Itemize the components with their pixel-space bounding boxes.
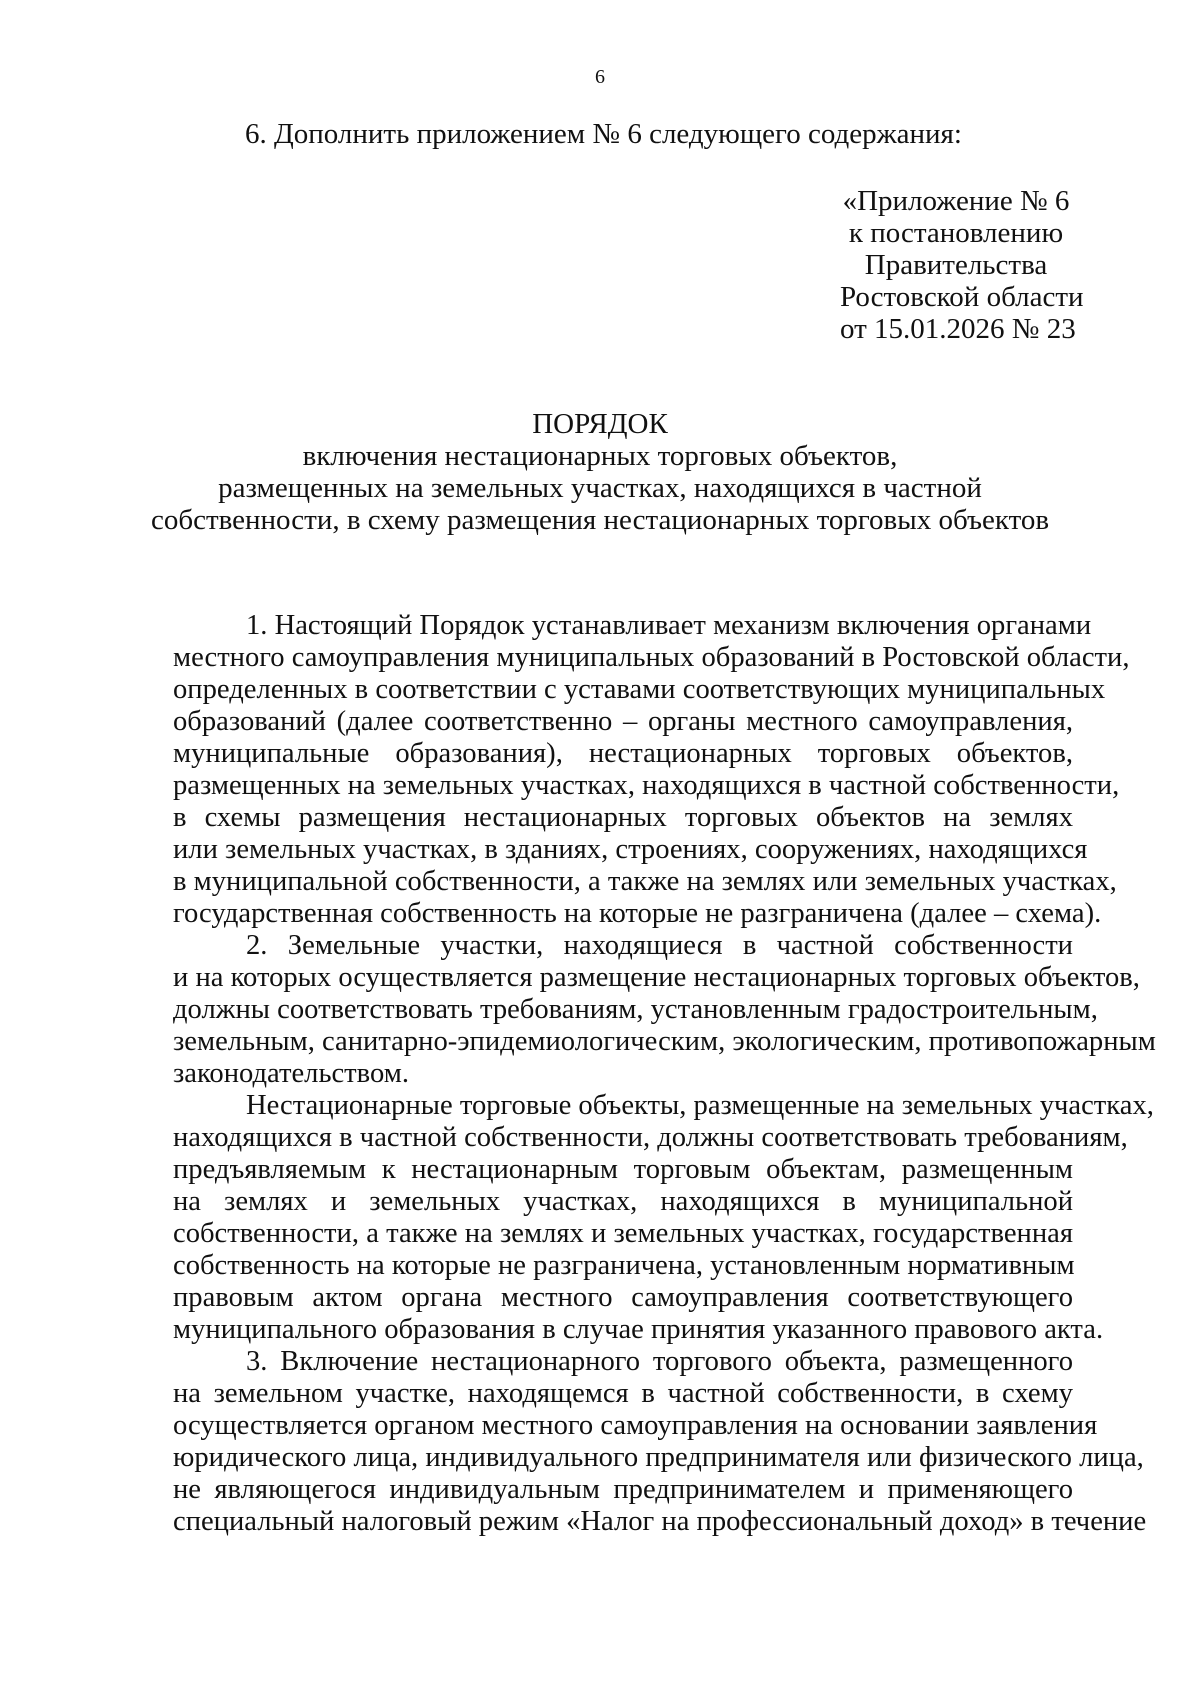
title-line: собственности, в схему размещения нестационарных торговых объектов xyxy=(150,504,1050,536)
paragraph-line: находящихся в частной собственности, должны соответствовать требованиям, xyxy=(173,1122,1128,1153)
paragraph-line: Нестационарные торговые объекты, размещенные на земельных участках, xyxy=(246,1090,1154,1121)
paragraph-line: правовым актом органа местного самоуправления соответствующего xyxy=(173,1282,1073,1313)
intro-paragraph: 6. Дополнить приложением № 6 следующего содержания: xyxy=(245,118,962,150)
paragraph-line: 2. Земельные участки, находящиеся в частной собственности xyxy=(246,930,1073,961)
appendix-line: Ростовской области xyxy=(840,281,1084,313)
title-line: включения нестационарных торговых объектов, xyxy=(302,440,898,472)
appendix-line: «Приложение № 6 xyxy=(842,185,1070,217)
appendix-header xyxy=(840,185,1084,345)
paragraph-line: должны соответствовать требованиям, установленным градостроительным, xyxy=(173,994,1098,1025)
paragraph-line: собственность на которые не разграничена, установленным нормативным xyxy=(173,1250,1075,1281)
paragraph-line: предъявляемым к нестационарным торговым объектам, размещенным xyxy=(173,1154,1073,1185)
paragraph xyxy=(173,1090,1154,1346)
paragraph-line: определенных в соответствии с уставами соответствующих муниципальных xyxy=(173,674,1106,705)
paragraph-line: и на которых осуществляется размещение нестационарных торговых объектов, xyxy=(173,962,1140,993)
paragraph-line: муниципального образования в случае принятия указанного правового акта. xyxy=(173,1314,1104,1345)
paragraph-line: земельным, санитарно-эпидемиологическим, экологическим, противопожарным xyxy=(173,1026,1156,1057)
title-line: размещенных на земельных участках, находящихся в частной xyxy=(218,472,982,504)
paragraph xyxy=(173,1346,1147,1538)
paragraph-line: в схемы размещения нестационарных торговых объектов на землях xyxy=(173,802,1073,833)
paragraph-line: 3. Включение нестационарного торгового объекта, размещенного xyxy=(246,1346,1073,1377)
paragraph-line: юридического лица, индивидуального предпринимателя или физического лица, xyxy=(173,1442,1144,1473)
appendix-line: Правительства xyxy=(864,249,1048,281)
paragraph-line: специальный налоговый режим «Налог на профессиональный доход» в течение xyxy=(173,1506,1147,1537)
paragraph-line: муниципальные образования), нестационарных торговых объектов, xyxy=(173,738,1073,769)
paragraph-line: образований (далее соответственно – органы местного самоуправления, xyxy=(173,706,1073,737)
paragraph-line: или земельных участках, в зданиях, строениях, сооружениях, находящихся xyxy=(173,834,1088,865)
appendix-line: от 15.01.2026 № 23 xyxy=(840,313,1076,345)
paragraph-line: законодательством. xyxy=(173,1058,409,1089)
paragraph-line: собственности, а также на землях и земельных участках, государственная xyxy=(173,1218,1073,1249)
paragraph xyxy=(173,610,1130,930)
document-title xyxy=(0,408,1200,536)
appendix-line: к постановлению xyxy=(848,217,1064,249)
body-text xyxy=(173,610,1156,1538)
title-main: ПОРЯДОК xyxy=(532,408,668,440)
paragraph-line: в муниципальной собственности, а также на землях или земельных участках, xyxy=(173,866,1117,897)
paragraph-line: 1. Настоящий Порядок устанавливает механизм включения органами xyxy=(246,610,1092,641)
paragraph-line: размещенных на земельных участках, находящихся в частной собственности, xyxy=(173,770,1120,801)
paragraph-line: на землях и земельных участках, находящихся в муниципальной xyxy=(173,1186,1073,1217)
paragraph-line: на земельном участке, находящемся в частной собственности, в схему xyxy=(173,1378,1073,1409)
paragraph-line: государственная собственность на которые не разграничена (далее – схема). xyxy=(173,898,1102,929)
paragraph-line: не являющегося индивидуальным предпринимателем и применяющего xyxy=(173,1474,1073,1505)
page-number: 6 xyxy=(595,66,605,88)
paragraph-line: осуществляется органом местного самоуправления на основании заявления xyxy=(173,1410,1098,1441)
paragraph-line: местного самоуправления муниципальных образований в Ростовской области, xyxy=(173,642,1130,673)
paragraph xyxy=(173,930,1156,1090)
